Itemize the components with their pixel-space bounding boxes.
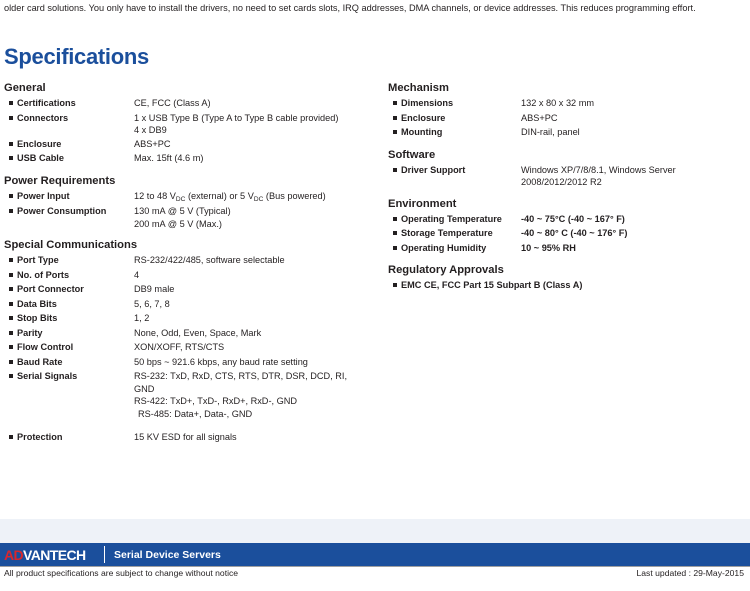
advantech-logo xyxy=(0,543,104,566)
spec-group xyxy=(4,175,374,231)
footer-tint-band xyxy=(0,519,750,543)
bullet-icon xyxy=(388,112,401,126)
bullet-icon xyxy=(4,138,17,152)
spec-value-line: 50 bps ~ 921.6 kbps, any baud rate setting xyxy=(134,356,308,367)
spec-value-line: 10 ~ 95% RH xyxy=(521,242,576,253)
spec-value-line: ABS+PC xyxy=(521,112,558,123)
spec-value-line: ABS+PC xyxy=(134,138,171,149)
spec-group xyxy=(388,264,748,293)
spec-group-title: Mechanism xyxy=(388,82,449,94)
spec-row xyxy=(4,112,374,137)
spec-label: Enclosure xyxy=(17,138,62,149)
spec-value-line: None, Odd, Even, Space, Mark xyxy=(134,327,262,338)
specs-column-left xyxy=(4,82,374,454)
spec-value-line: 200 mA @ 5 V (Max.) xyxy=(134,218,222,229)
bullet-icon xyxy=(4,205,17,219)
spec-group-title: General xyxy=(4,82,46,94)
spec-row xyxy=(4,138,374,152)
footer-divider xyxy=(104,546,105,563)
bullet-icon xyxy=(4,254,17,268)
spec-group-title: Environment xyxy=(388,197,457,210)
spec-value xyxy=(134,152,374,165)
spec-value-line: -40 ~ 80° C (-40 ~ 176° F) xyxy=(521,228,628,238)
spec-label: No. of Ports xyxy=(17,269,70,280)
spec-value-line: 15 KV ESD for all signals xyxy=(134,432,237,442)
spec-label: Data Bits xyxy=(17,298,57,309)
footer-note: All product specifications are subject to change without notice xyxy=(4,568,239,578)
spec-value xyxy=(134,205,374,230)
spec-row xyxy=(388,242,748,256)
spec-row xyxy=(4,254,374,268)
bullet-icon xyxy=(388,97,401,111)
spec-row xyxy=(388,112,748,126)
spec-label: Mounting xyxy=(401,127,443,137)
spec-value-line: 5, 6, 7, 8 xyxy=(134,298,170,309)
spec-value-line: 1 x USB Type B (Type A to Type B cable provided) xyxy=(134,112,339,123)
advantech-logo-text: ADVANTECH xyxy=(4,546,86,563)
spec-row xyxy=(388,164,748,189)
spec-value xyxy=(521,213,748,226)
spec-value xyxy=(521,164,748,189)
page-title: Specifications xyxy=(4,44,149,69)
spec-label: Dimensions xyxy=(401,98,454,108)
bullet-icon xyxy=(4,370,17,384)
bullet-icon xyxy=(388,227,401,241)
bullet-icon xyxy=(4,341,17,355)
bullet-icon xyxy=(388,242,401,256)
spec-row xyxy=(4,312,374,326)
spec-value-line: -40 ~ 75°C (-40 ~ 167° F) xyxy=(521,213,625,224)
spec-row xyxy=(388,97,748,111)
spec-row xyxy=(388,126,748,140)
spec-row xyxy=(388,279,748,293)
spec-label: Flow Control xyxy=(17,342,74,352)
spec-label: Enclosure xyxy=(401,112,446,123)
spec-row xyxy=(4,298,374,312)
bullet-icon xyxy=(4,283,17,297)
spec-value xyxy=(521,227,748,240)
spec-label: Parity xyxy=(17,327,43,338)
spec-value-line: 12 to 48 $V_{DC}$ (external) or 5 $V_{DC}$ (Bus powered) xyxy=(134,190,326,203)
bullet-icon xyxy=(388,279,401,293)
spec-value xyxy=(134,298,374,311)
spec-value xyxy=(521,97,748,110)
spec-value xyxy=(134,431,374,444)
spec-label: Operating Temperature xyxy=(401,213,502,224)
specs-column-right xyxy=(388,82,748,302)
spec-value xyxy=(134,356,374,369)
spec-value xyxy=(521,112,748,125)
bullet-icon xyxy=(4,269,17,283)
spec-value-line: 132 x 80 x 32 mm xyxy=(521,98,595,108)
spec-group-title: Power Requirements xyxy=(4,174,116,187)
bullet-icon xyxy=(4,152,17,166)
spec-value-line: Windows XP/7/8/8.1, Windows Server xyxy=(521,164,676,175)
footer-title: Serial Device Servers xyxy=(114,548,221,561)
spec-label: Connectors xyxy=(17,112,69,123)
spec-group xyxy=(4,82,374,166)
bullet-icon xyxy=(4,312,17,326)
spec-value xyxy=(134,112,374,137)
footer-date: Last updated : 29-May-2015 xyxy=(636,568,744,578)
spec-value xyxy=(521,126,748,139)
spec-value-line: RS-422: TxD+, TxD-, RxD+, RxD-, GND xyxy=(134,396,298,406)
footer-rule xyxy=(0,566,750,567)
spec-value-line: GND xyxy=(134,383,155,394)
bullet-icon xyxy=(388,164,401,178)
intro-paragraph: older card solutions. You only have to install the drivers, no need to set cards slots, IRQ addresses, DMA channels, or device addresses. This reduces programming effort. xyxy=(4,3,696,13)
spec-row xyxy=(4,356,374,370)
spec-value xyxy=(134,341,374,354)
spec-row xyxy=(4,283,374,297)
spec-group xyxy=(388,198,748,256)
spec-row xyxy=(4,269,374,283)
bullet-icon xyxy=(4,298,17,312)
spec-label: USB Cable xyxy=(17,153,64,163)
spec-label: Storage Temperature xyxy=(401,228,493,238)
bullet-icon xyxy=(4,190,17,204)
spec-group-title: Special Communications xyxy=(4,239,138,251)
spec-row xyxy=(4,370,374,420)
spec-value-line: 1, 2 xyxy=(134,313,150,323)
footer-bar xyxy=(0,543,750,566)
spec-value xyxy=(134,138,374,151)
spec-value xyxy=(134,254,374,267)
spec-group-title: Regulatory Approvals xyxy=(388,264,504,276)
spec-label: Protection xyxy=(17,432,63,442)
spec-row xyxy=(4,152,374,166)
spec-label: Port Connector xyxy=(17,284,84,294)
spec-label: Stop Bits xyxy=(17,313,58,323)
spec-label: Driver Support xyxy=(401,164,466,175)
spec-label: Baud Rate xyxy=(17,356,63,367)
spec-row xyxy=(4,431,374,445)
spec-value-line: Max. 15ft (4.6 m) xyxy=(134,153,204,163)
spec-value-line: DIN-rail, panel xyxy=(521,127,580,137)
spec-label: Power Input xyxy=(17,190,70,201)
spec-value xyxy=(134,327,374,340)
spec-value xyxy=(134,97,374,110)
spec-row xyxy=(4,205,374,230)
spec-value xyxy=(134,190,374,205)
spec-value-line: 130 mA @ 5 V (Typical) xyxy=(134,206,231,216)
spec-value-line: RS-232: TxD, RxD, CTS, RTS, DTR, DSR, DCD, RI, xyxy=(134,371,348,381)
spec-value xyxy=(134,269,374,282)
bullet-icon xyxy=(4,327,17,341)
spec-group xyxy=(4,239,374,445)
spec-label: Port Type xyxy=(17,255,59,265)
spec-label: Operating Humidity xyxy=(401,242,487,253)
spec-group-title: Software xyxy=(388,148,436,161)
spec-row xyxy=(4,190,374,205)
bullet-icon xyxy=(388,213,401,227)
spec-value-line: CE, FCC (Class A) xyxy=(134,98,211,108)
spec-group xyxy=(388,149,748,189)
spec-row xyxy=(4,327,374,341)
spec-label: EMC CE, FCC Part 15 Subpart B (Class A) xyxy=(401,280,583,290)
spec-label: Serial Signals xyxy=(17,371,78,381)
spec-value-line: 4 x DB9 xyxy=(134,125,167,135)
spec-value-line: XON/XOFF, RTS/CTS xyxy=(134,342,225,352)
spec-value xyxy=(134,283,374,296)
spec-row xyxy=(4,97,374,111)
spec-row xyxy=(388,227,748,241)
bullet-icon xyxy=(388,126,401,140)
spec-value xyxy=(134,370,374,420)
spec-value-line: DB9 male xyxy=(134,284,175,294)
bullet-icon xyxy=(4,97,17,111)
spec-value-line: RS-485: Data+, Data-, GND xyxy=(138,408,253,419)
spec-value-line: 4 xyxy=(134,269,140,280)
spec-row xyxy=(4,341,374,355)
spec-value-line: RS-232/422/485, software selectable xyxy=(134,255,285,265)
spec-row xyxy=(388,213,748,227)
spec-value-line: 2008/2012/2012 R2 xyxy=(521,177,602,187)
spec-value xyxy=(521,242,748,255)
spec-group xyxy=(388,82,748,140)
spec-value xyxy=(134,312,374,325)
bullet-icon xyxy=(4,431,17,445)
bullet-icon xyxy=(4,356,17,370)
bullet-icon xyxy=(4,112,17,126)
spec-label: Certifications xyxy=(17,98,76,108)
spec-label: Power Consumption xyxy=(17,206,107,216)
